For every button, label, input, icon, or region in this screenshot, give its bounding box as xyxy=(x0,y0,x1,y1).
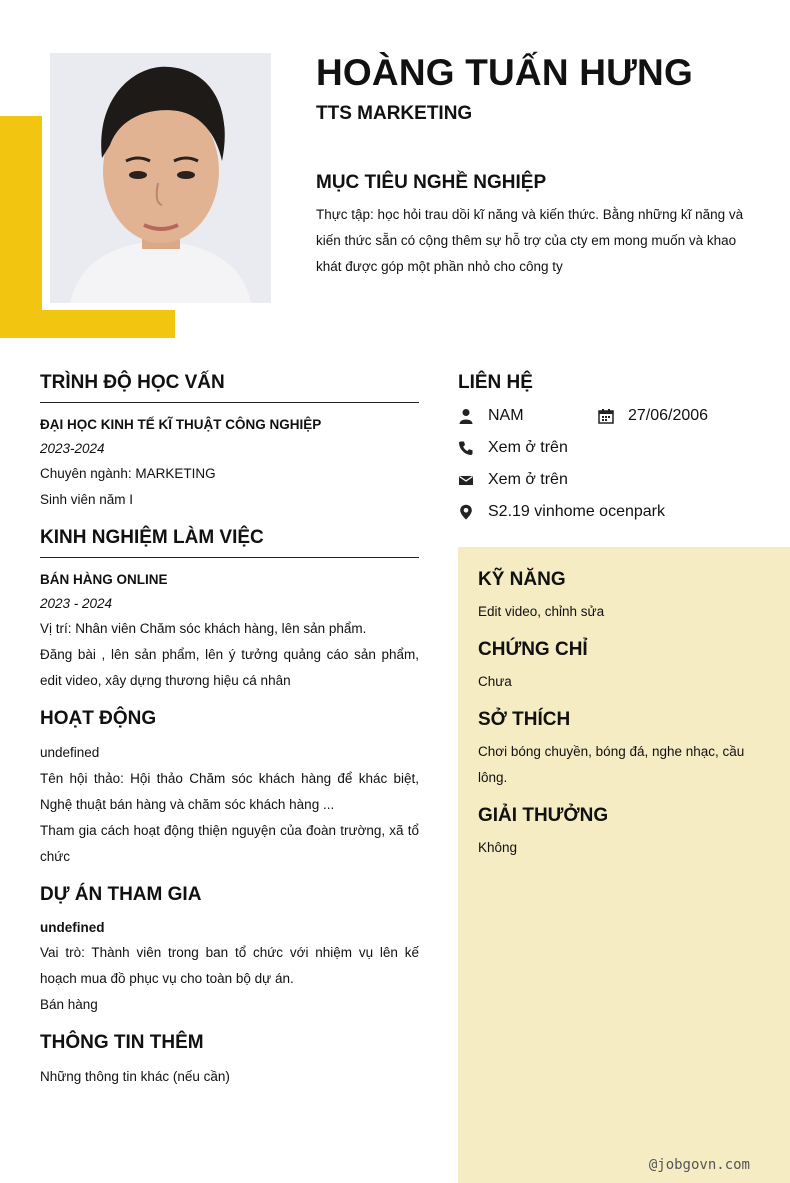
certificates-text: Chưa xyxy=(478,674,512,689)
experience-section xyxy=(40,527,419,694)
contact-phone: Xem ở trên xyxy=(488,439,568,456)
objective-text: Thực tập: học hỏi trau dồi kĩ năng và kiến thức. Bằng những kĩ năng và kiến thức sẵn có cộng thêm sự hỗ trợ của cty em mong muốn và khao khát được góp một phần nhỏ cho công ty xyxy=(316,207,744,274)
education-section xyxy=(40,372,419,513)
portrait-illustration xyxy=(50,53,271,303)
education-school: ĐẠI HỌC KINH TẾ KĨ THUẬT CÔNG NGHIỆP xyxy=(40,417,322,432)
awards-section xyxy=(478,805,770,861)
contact-row-phone xyxy=(458,432,778,464)
calendar-icon xyxy=(598,408,614,424)
more-info-text: Những thông tin khác (nếu cần) xyxy=(40,1069,230,1084)
person-icon xyxy=(458,408,474,424)
mail-icon xyxy=(458,472,474,488)
hobbies-heading: SỞ THÍCH xyxy=(478,709,571,730)
experience-years: 2023 - 2024 xyxy=(40,596,113,611)
contact-address: S2.19 vinhome ocenpark xyxy=(488,503,665,520)
project-title: undefined xyxy=(40,920,105,935)
activities-line-2: Tên hội thảo: Hội thảo Chăm sóc khách hàng để khác biệt, Nghệ thuật bán hàng và chăm sóc khách hàng ... xyxy=(40,771,419,812)
contact-row-address xyxy=(458,496,778,528)
objective-section xyxy=(316,172,754,280)
job-title: TTS MARKETING xyxy=(316,103,473,124)
hobbies-section xyxy=(478,709,770,791)
contact-row-gender-dob xyxy=(458,400,778,432)
education-major: Chuyên ngành: MARKETING xyxy=(40,466,216,481)
skills-heading: KỸ NĂNG xyxy=(478,569,566,590)
education-years: 2023-2024 xyxy=(40,441,105,456)
experience-company: BÁN HÀNG ONLINE xyxy=(40,572,168,587)
projects-heading: DỰ ÁN THAM GIA xyxy=(40,884,202,905)
contact-section xyxy=(458,372,778,528)
awards-heading: GIẢI THƯỞNG xyxy=(478,805,609,826)
activities-line-1: undefined xyxy=(40,745,100,760)
awards-text: Không xyxy=(478,840,518,855)
contact-gender: NAM xyxy=(488,407,524,424)
watermark: @jobgovn.com xyxy=(648,1157,750,1173)
profile-photo xyxy=(50,53,271,303)
right-panel xyxy=(458,547,790,1183)
activities-heading: HOẠT ĐỘNG xyxy=(40,708,157,729)
certificates-heading: CHỨNG CHỈ xyxy=(478,639,588,660)
phone-icon xyxy=(458,440,474,456)
experience-details: Đăng bài , lên sản phẩm, lên ý tưởng quảng cáo sản phẩm, edit video, xây dựng thương hiệu cá nhân xyxy=(40,647,419,688)
skills-text: Edit video, chỉnh sửa xyxy=(478,604,605,619)
skills-section xyxy=(478,569,770,625)
hobbies-text: Chơi bóng chuyền, bóng đá, nghe nhạc, cầu lông. xyxy=(478,744,745,785)
accent-block xyxy=(0,116,42,338)
contact-email: Xem ở trên xyxy=(488,471,568,488)
experience-position: Vị trí: Nhân viên Chăm sóc khách hàng, lên sản phẩm. xyxy=(40,621,367,636)
contact-row-email xyxy=(458,464,778,496)
more-info-heading: THÔNG TIN THÊM xyxy=(40,1032,204,1053)
location-pin-icon xyxy=(458,504,474,520)
more-info-section xyxy=(40,1032,419,1090)
projects-section xyxy=(40,884,419,1018)
project-extra: Bán hàng xyxy=(40,997,98,1012)
project-role: Vai trò: Thành viên trong ban tổ chức với nhiệm vụ lên kế hoạch mua đồ phục vụ cho toàn bộ dự án. xyxy=(40,945,419,986)
objective-heading: MỤC TIÊU NGHỀ NGHIỆP xyxy=(316,172,547,193)
contact-heading: LIÊN HỆ xyxy=(458,372,533,393)
certificates-section xyxy=(478,639,770,695)
left-column xyxy=(40,372,419,1104)
activities-section xyxy=(40,708,419,870)
education-note: Sinh viên năm I xyxy=(40,492,134,507)
candidate-name: HOÀNG TUẤN HƯNG xyxy=(316,52,693,93)
education-heading: TRÌNH ĐỘ HỌC VẤN xyxy=(40,372,419,403)
activities-line-3: Tham gia cách hoạt động thiện nguyện của đoàn trường, xã tổ chức xyxy=(40,823,419,864)
accent-bar xyxy=(0,310,175,338)
contact-dob: 27/06/2006 xyxy=(628,407,709,424)
experience-heading: KINH NGHIỆM LÀM VIỆC xyxy=(40,527,419,558)
